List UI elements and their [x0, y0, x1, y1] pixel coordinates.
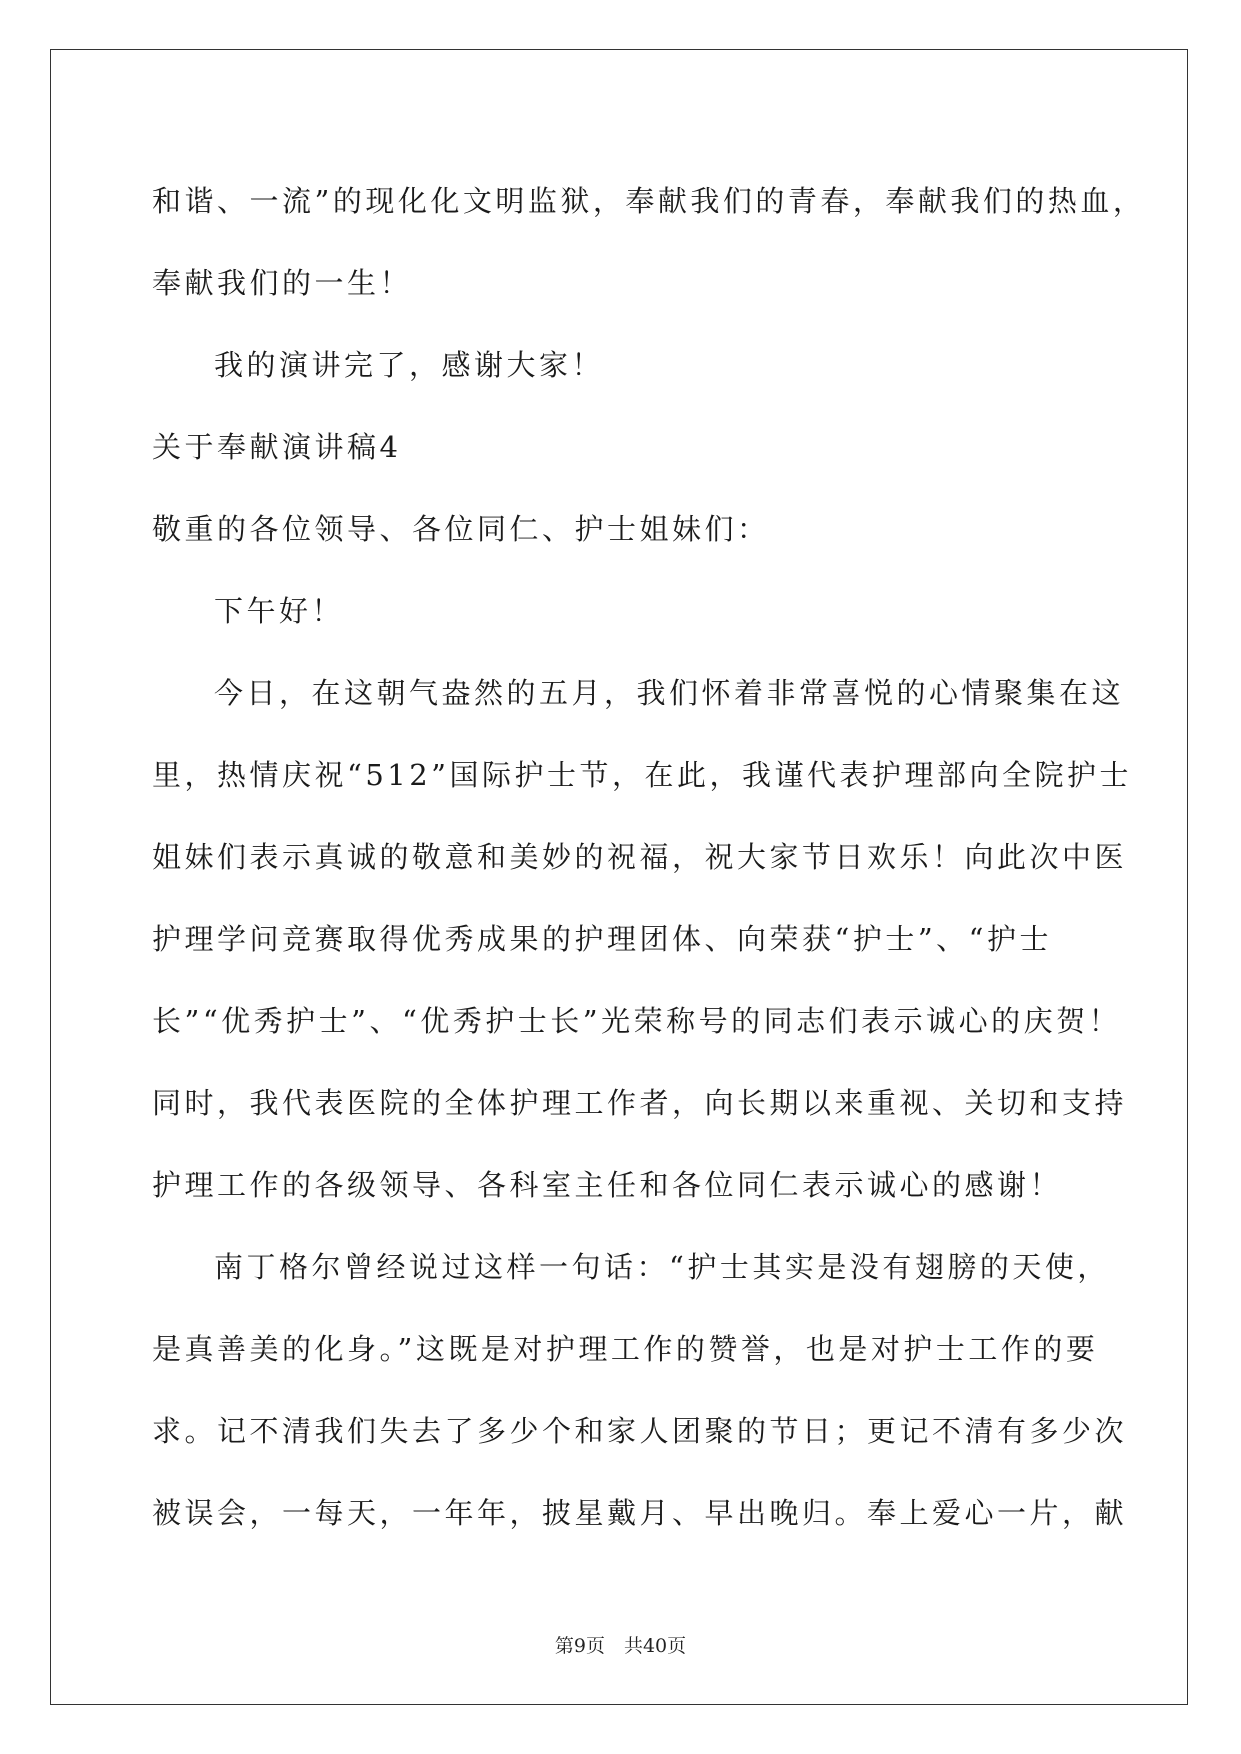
text-line: 姐妹们表示真诚的敬意和美妙的祝福，祝大家节日欢乐！向此次中医 [152, 840, 1128, 874]
document-body [152, 160, 1146, 1554]
text-line: 长”“优秀护士”、“优秀护士长”光荣称号的同志们表示诚心的庆贺！ [152, 1004, 1122, 1038]
text-line: 求。记不清我们失去了多少个和家人团聚的节日；更记不清有多少次 [152, 1414, 1128, 1448]
text-line: 奉献我们的一生！ [152, 266, 413, 300]
page-number: 第9页 共40页 [554, 1635, 687, 1657]
section-heading: 关于奉献演讲稿4 [152, 430, 402, 464]
text-line: 南丁格尔曾经说过这样一句话：“护士其实是没有翅膀的天使， [214, 1250, 1110, 1284]
text-line: 我的演讲完了，感谢大家！ [214, 348, 605, 382]
text-line: 是真善美的化身。”这既是对护理工作的赞誉，也是对护士工作的要 [152, 1332, 1099, 1366]
text-line: 今日，在这朝气盎然的五月，我们怀着非常喜悦的心情聚集在这 [214, 676, 1125, 710]
text-line: 同时，我代表医院的全体护理工作者，向长期以来重视、关切和支持 [152, 1086, 1128, 1120]
text-line: 护理工作的各级领导、各科室主任和各位同仁表示诚心的感谢！ [152, 1168, 1063, 1202]
greeting: 下午好！ [214, 594, 345, 628]
text-line: 护理学问竞赛取得优秀成果的护理团体、向荣获“护士”、“护士 [152, 922, 1052, 956]
text-line: 里，热情庆祝“512”国际护士节，在此，我谨代表护理部向全院护士 [152, 758, 1133, 792]
salutation: 敬重的各位领导、各位同仁、护士姐妹们： [152, 512, 770, 546]
text-line: 和谐、一流”的现化化文明监狱，奉献我们的青春，奉献我们的热血， [152, 184, 1146, 218]
text-line: 被误会，一每天，一年年，披星戴月、早出晚归。奉上爱心一片，献 [152, 1496, 1128, 1530]
